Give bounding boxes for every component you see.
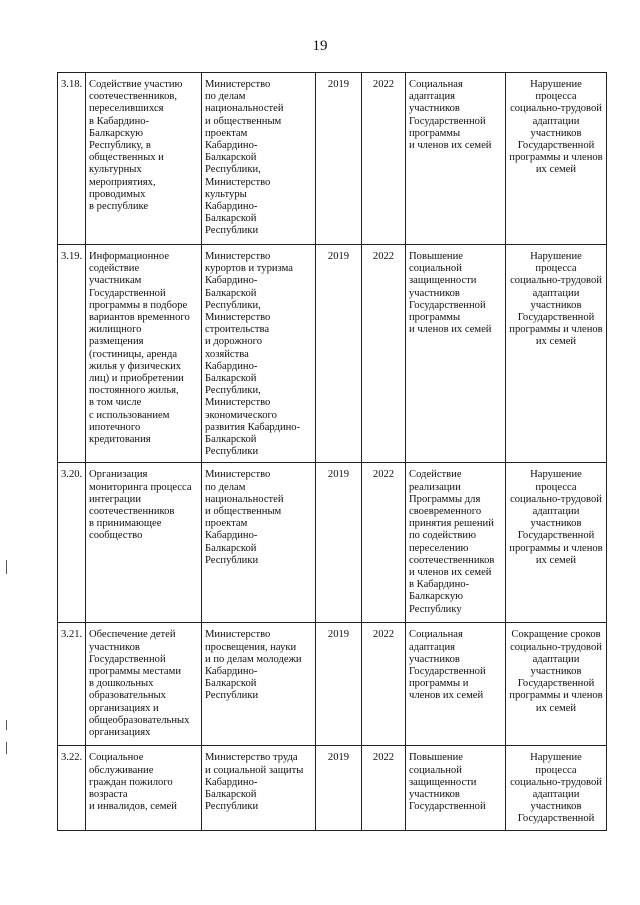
start-year: 2019 <box>316 463 362 623</box>
executor: Министерство по делам национальностей и общественным проектам Кабардино- Балкарской Республики, Министерство культуры Кабардино- Балкарской Республики <box>202 73 316 245</box>
risk-consequence: Нарушение процесса социально-трудовой адаптации участников Государственной программы и членов их семей <box>506 73 607 245</box>
scan-edge-mark <box>6 742 7 754</box>
measure-name: Организация мониторинга процесса интеграции соотечественников в принимающее сообщество <box>86 463 202 623</box>
expected-result: Социальная адаптация участников Государственной программы и членов их семей <box>406 623 506 746</box>
executor: Министерство по делам национальностей и общественным проектам Кабардино- Балкарской Республики <box>202 463 316 623</box>
page-number: 19 <box>312 38 328 54</box>
executor: Министерство просвещения, науки и по делам молодежи Кабардино- Балкарской Республики <box>202 623 316 746</box>
row-number: 3.20. <box>58 463 86 623</box>
end-year: 2022 <box>362 245 406 463</box>
end-year: 2022 <box>362 463 406 623</box>
scan-edge-mark <box>6 560 7 574</box>
expected-result: Социальная адаптация участников Государственной программы и членов их семей <box>406 73 506 245</box>
expected-result: Повышение социальной защищенности участников Государственной программы и членов их семей <box>406 245 506 463</box>
table-row <box>58 245 607 463</box>
row-number: 3.19. <box>58 245 86 463</box>
end-year: 2022 <box>362 73 406 245</box>
risk-consequence: Нарушение процесса социально-трудовой адаптации участников Государственной программы и членов их семей <box>506 463 607 623</box>
risk-consequence: Нарушение процесса социально-трудовой адаптации участников Государственной программы и членов их семей <box>506 245 607 463</box>
executor: Министерство курортов и туризма Кабардино- Балкарской Республики, Министерство строительства и дорожного хозяйства Кабардино- Балкарской Республики, Министерство экономического развития Кабардино- Балкарской Республики <box>202 245 316 463</box>
table-row <box>58 623 607 746</box>
measure-name: Обеспечение детей участников Государственной программы местами в дошкольных образовательных организациях и общеобразовательных организациях <box>86 623 202 746</box>
expected-result: Повышение социальной защищенности участников Государственной <box>406 746 506 830</box>
scan-edge-mark <box>6 720 7 730</box>
start-year: 2019 <box>316 746 362 830</box>
end-year: 2022 <box>362 623 406 746</box>
measure-name: Информационное содействие участникам Государственной программы в подборе вариантов временного жилищного размещения (гостиницы, аренда жилья у физических лиц) и приобретении постоянного жилья, в том числе с использованием ипотечного кредитования <box>86 245 202 463</box>
start-year: 2019 <box>316 245 362 463</box>
start-year: 2019 <box>316 73 362 245</box>
start-year: 2019 <box>316 623 362 746</box>
row-number: 3.18. <box>58 73 86 245</box>
measure-name: Содействие участию соотечественников, переселившихся в Кабардино- Балкарскую Республику, в общественных и культурных мероприятиях, проводимых в республике <box>86 73 202 245</box>
measures-table <box>57 72 607 831</box>
table-row <box>58 746 607 830</box>
risk-consequence: Нарушение процесса социально-трудовой адаптации участников Государственной <box>506 746 607 830</box>
executor: Министерство труда и социальной защиты Кабардино- Балкарской Республики <box>202 746 316 830</box>
table-row <box>58 463 607 623</box>
risk-consequence: Сокращение сроков социально-трудовой адаптации участников Государственной программы и членов их семей <box>506 623 607 746</box>
row-number: 3.22. <box>58 746 86 830</box>
end-year: 2022 <box>362 746 406 830</box>
table-row <box>58 73 607 245</box>
row-number: 3.21. <box>58 623 86 746</box>
measure-name: Социальное обслуживание граждан пожилого возраста и инвалидов, семей <box>86 746 202 830</box>
expected-result: Содействие реализации Программы для своевременного принятия решений по содействию переселению соотечественников и членов их семей в Кабардино- Балкарскую Республику <box>406 463 506 623</box>
